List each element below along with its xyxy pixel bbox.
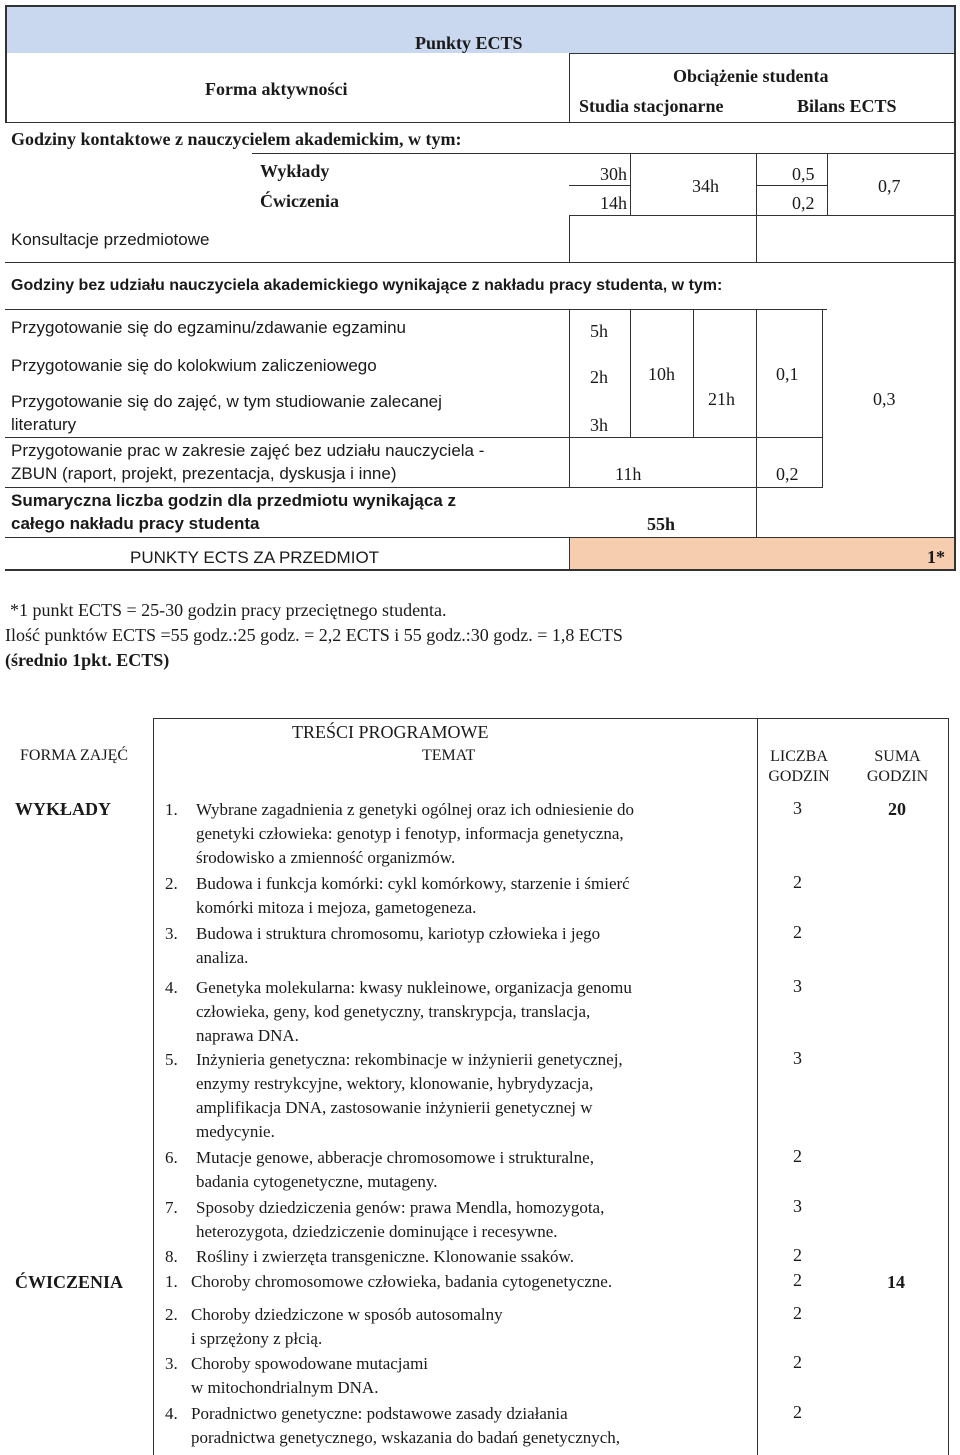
summary-label-1: Sumaryczna liczba godzin dla przedmiotu wynikająca z — [11, 491, 456, 510]
item-topic: Genetyka molekularna: kwasy nukleinowe, organizacja genomu człowieka, geny, kod genetyczny, transkrypcja, translacja, naprawa DNA. — [196, 978, 632, 1045]
zbun-label-2: ZBUN (raport, projekt, prezentacja, dyskusja i inne) — [11, 464, 397, 483]
item-number: 8. — [165, 1247, 178, 1266]
item-topic: Mutacje genowe, abberacje chromosomowe i strukturalne, badania cytogenetyczne, mutageny. — [196, 1148, 594, 1191]
item-topic: Choroby chromosomowe człowieka, badania cytogenetyczne. — [191, 1272, 613, 1291]
item-number: 1. — [165, 1272, 178, 1291]
item-topic: Budowa i struktura chromosomu, kariotyp człowieka i jego analiza. — [196, 924, 601, 967]
item-topic: Poradnictwo genetyczne: podstawowe zasady działania poradnictwa genetycznego, wskazania do badań genetycznych, — [191, 1404, 621, 1447]
prep-egzamin-hours: 5h — [590, 321, 608, 341]
wyklady-section-label: WYKŁADY — [15, 799, 112, 819]
prep-kolokwium-label: Przygotowanie się do kolokwium zaliczeniowego — [11, 356, 377, 375]
item-hours: 2 — [793, 1402, 802, 1422]
ects-total-label: PUNKTY ECTS ZA PRZEDMIOT — [130, 548, 380, 567]
item-hours: 2 — [793, 1245, 802, 1265]
prep-zajec-label-1: Przygotowanie się do zajęć, w tym studiowanie zalecanej — [11, 392, 442, 411]
konsultacje-label: Konsultacje przedmiotowe — [11, 230, 210, 249]
item-topic: Rośliny i zwierzęta transgeniczne. Klonowanie ssaków. — [196, 1247, 574, 1266]
note-line-3: (średnio 1pkt. ECTS) — [5, 650, 170, 670]
item-number: 4. — [165, 978, 178, 997]
item-topic: Wybrane zagadnienia z genetyki ogólnej oraz ich odniesienie do genetyki człowieka: genotyp i fenotyp, informacja genetyczna, środowisko a zmienność organizmów. — [196, 800, 634, 867]
independent-hours-sum: 21h — [708, 389, 735, 409]
wyklady-hours: 30h — [600, 164, 627, 184]
col-forma-aktywnosci: Forma aktywności — [205, 79, 348, 99]
item-number: 1. — [165, 800, 178, 819]
prep-egzamin-label: Przygotowanie się do egzaminu/zdawanie egzaminu — [11, 318, 407, 337]
item-number: 7. — [165, 1198, 178, 1217]
wyklady-item — [165, 1245, 745, 1269]
note-line-1: *1 punkt ECTS = 25-30 godzin pracy przeciętnego studenta. — [10, 600, 447, 620]
cwiczenia-item — [165, 1303, 745, 1351]
independent-hours-header: Godziny bez udziału nauczyciela akademickiego wynikające z nakładu pracy studenta, w tym: — [11, 277, 723, 294]
item-topic: Inżynieria genetyczna: rekombinacje w inżynierii genetycznej, enzymy restrykcyjne, wektory, klonowanie, hybrydyzacja, amplifikacja DNA, zastosowanie inżynierii genetycznej w medycynie. — [196, 1050, 623, 1141]
item-topic: Budowa i funkcja komórki: cykl komórkowy, starzenie i śmierć komórki mitoza i mejoza, gametogeneza. — [196, 874, 630, 917]
prep-hours-sum: 10h — [648, 364, 675, 384]
item-topic: Choroby dziedziczone w sposób autosomalny i sprzężony z płcią. — [191, 1305, 503, 1348]
wyklady-section-sum: 20 — [888, 799, 906, 819]
item-number: 3. — [165, 924, 178, 943]
zbun-ects: 0,2 — [776, 464, 799, 484]
item-hours: 3 — [793, 1048, 802, 1068]
zbun-hours: 11h — [615, 464, 642, 484]
col-obciazenie: Obciążenie studenta — [673, 66, 829, 86]
zbun-label-1: Przygotowanie prac w zakresie zajęć bez udziału nauczyciela - — [11, 441, 485, 460]
prep-zajec-label-2: literatury — [11, 415, 77, 434]
wyklady-item — [165, 798, 745, 870]
contact-hours-sum: 34h — [692, 176, 719, 196]
contact-hours-header: Godziny kontaktowe z nauczycielem akademickim, w tym: — [11, 129, 462, 149]
item-topic: Sposoby dziedziczenia genów: prawa Mendla, homozygota, heterozygota, dziedziczenie dominujące i recesywne. — [196, 1198, 605, 1241]
wyklady-ects: 0,5 — [792, 164, 815, 184]
item-hours: 2 — [793, 922, 802, 942]
item-hours: 3 — [793, 1196, 802, 1216]
cwiczenia-ects: 0,2 — [792, 193, 815, 213]
wyklady-item — [165, 922, 745, 970]
item-number: 2. — [165, 1305, 178, 1324]
item-hours: 2 — [793, 1352, 802, 1372]
summary-label-2: całego nakładu pracy studenta — [11, 514, 260, 533]
cwiczenia-item — [165, 1402, 745, 1450]
col-liczba-godzin: LICZBA GODZIN — [768, 748, 830, 785]
item-hours: 2 — [793, 1303, 802, 1323]
independent-ects-total: 0,3 — [873, 389, 896, 409]
item-number: 5. — [165, 1050, 178, 1069]
prep-kolokwium-hours: 2h — [590, 367, 608, 387]
col-bilans-ects: Bilans ECTS — [797, 96, 897, 116]
wyklady-label: Wykłady — [260, 161, 330, 181]
note-line-2: Ilość punktów ECTS =55 godz.:25 godz. = 2,2 ECTS i 55 godz.:30 godz. = 1,8 ECTS — [5, 625, 623, 645]
col-suma-godzin: SUMA GODZIN — [866, 748, 929, 785]
item-number: 3. — [165, 1354, 178, 1373]
wyklady-item — [165, 1196, 745, 1244]
prep-zajec-hours: 3h — [590, 415, 608, 435]
col-forma-zajec: FORMA ZAJĘĆ — [20, 747, 129, 764]
ects-title: Punkty ECTS — [415, 33, 523, 53]
prep-ects: 0,1 — [776, 364, 799, 384]
item-hours: 3 — [793, 798, 802, 818]
program-title: TREŚCI PROGRAMOWE — [292, 722, 489, 742]
col-studia-stacjonarne: Studia stacjonarne — [579, 96, 724, 116]
ects-total-value: 1* — [927, 547, 945, 567]
cwiczenia-label: Ćwiczenia — [260, 191, 339, 211]
item-hours: 2 — [793, 1146, 802, 1166]
wyklady-item — [165, 1146, 745, 1194]
wyklady-item — [165, 872, 745, 920]
wyklady-item — [165, 976, 745, 1048]
contact-ects-total: 0,7 — [878, 176, 901, 196]
cwiczenia-section-label: ĆWICZENIA — [15, 1272, 124, 1292]
item-hours: 2 — [793, 1270, 802, 1290]
item-hours: 3 — [793, 976, 802, 996]
wyklady-item — [165, 1048, 745, 1144]
cwiczenia-hours: 14h — [600, 193, 627, 213]
item-number: 4. — [165, 1404, 178, 1423]
cwiczenia-item — [165, 1352, 745, 1400]
ects-total-fill — [569, 537, 955, 570]
item-hours: 2 — [793, 872, 802, 892]
cwiczenia-section-sum: 14 — [887, 1272, 905, 1292]
cwiczenia-item — [165, 1270, 745, 1294]
summary-hours: 55h — [647, 514, 676, 534]
item-topic: Choroby spowodowane mutacjami w mitochondrialnym DNA. — [191, 1354, 429, 1397]
item-number: 6. — [165, 1148, 178, 1167]
item-number: 2. — [165, 874, 178, 893]
col-temat: TEMAT — [422, 747, 476, 764]
